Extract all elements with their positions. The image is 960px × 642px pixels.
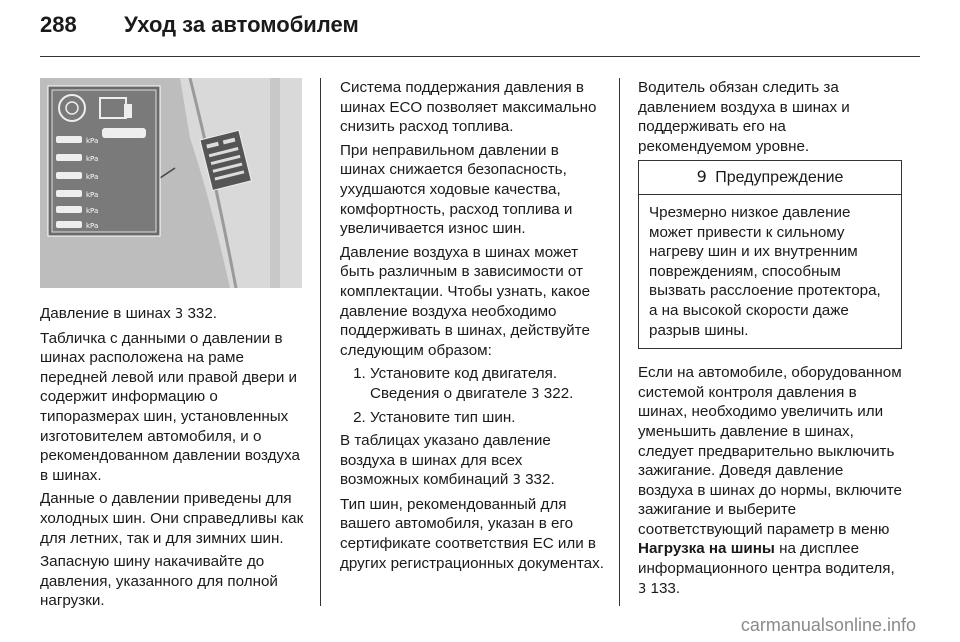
paragraph: Водитель обязан следить за давлением воздуха в шинах и поддерживать его на рекомендуемом уровне. xyxy=(638,79,850,155)
cross-ref-icon: 3 xyxy=(174,307,184,322)
paragraph: Тип шин, рекомендованный для вашего автомобиля, указан в его сертификате соответствия ЕС или в других регистрационных документах. xyxy=(340,495,604,572)
page-title: Уход за автомобилем xyxy=(124,12,359,37)
cross-ref-icon: 3 xyxy=(638,581,647,597)
column-3 xyxy=(638,78,902,603)
paragraph: Давление воздуха в шинах может быть различным в зависимости от комплектации. Чтобы узнать, какое давление воздуха необходимо поддерживать в шинах, действуйте следующим образом: xyxy=(340,243,591,359)
label-unit-5: kPa xyxy=(86,207,99,215)
cross-ref-link[interactable]: 322. xyxy=(543,384,574,402)
column-divider-2 xyxy=(619,78,620,606)
label-unit-3: kPa xyxy=(86,173,99,181)
label-unit-6: kPa xyxy=(86,222,99,230)
tire-pressure-label-photo xyxy=(40,78,302,288)
paragraph: Запасную шину накачивайте до давления, указанного для полной нагрузки. xyxy=(40,553,278,610)
tire-pressure-ref-line: Давление в шинах 3 332. xyxy=(40,305,217,322)
warning-body: Чрезмерно низкое давление может привести к сильному нагреву шин и их внутренним повреждениям, способным вызвать расслоение протектора, а на высокой скорости даже разрыв шины. xyxy=(649,203,881,339)
watermark: carmanualsonline.info xyxy=(740,615,916,635)
label-unit-4: kPa xyxy=(86,191,99,199)
steps-list xyxy=(340,364,604,427)
cross-ref-icon: 3 xyxy=(531,386,540,402)
warning-title: 9 Предупреждение xyxy=(639,161,901,195)
label-unit-1: kPa xyxy=(86,137,99,145)
menu-item-name: Нагрузка на шины xyxy=(638,540,775,558)
header-rule xyxy=(40,56,920,57)
paragraph: В таблицах указано давление воздуха в шинах для всех возможных комбинаций 3 332. xyxy=(340,432,555,489)
paragraph: Если на автомобиле, оборудованном системой контроля давления в шинах, необходимо увеличить или уменьшить давление в шинах, следует предварительно выключить зажигание. Доведя давление воздуха в шинах до нормы, включите зажигание и выберите соответствующий параметр в меню Нагрузка на шины на дисплее информационного центра водителя, 3 133. xyxy=(638,364,902,597)
paragraph: При неправильном давлении в шинах снижается безопасность, ухудшаются ходовые качества, комфортность, расход топлива и увеличивается износ шин. xyxy=(340,141,573,238)
label-unit-2: kPa xyxy=(86,155,99,163)
column-1 xyxy=(40,78,304,615)
page-number: 288 xyxy=(40,12,77,37)
warning-icon: 9 xyxy=(696,167,707,187)
column-2 xyxy=(340,78,604,577)
warning-box xyxy=(638,160,902,349)
list-item: 1. Установите код двигателя. Сведения о двигателе 3 322. xyxy=(370,364,604,404)
page-header xyxy=(40,12,359,38)
list-item: 2. Установите тип шин. xyxy=(370,408,604,428)
cross-ref-link[interactable]: 332. xyxy=(525,471,555,489)
paragraph: Система поддержания давления в шинах ECO позволяет максимально снизить расход топлива. xyxy=(340,79,597,136)
paragraph: Данные о давлении приведены для холодных шин. Они справедливы как для летних, так и для зимних шин. xyxy=(40,490,304,547)
cross-ref-link[interactable]: 332. xyxy=(187,305,217,322)
paragraph: Табличка с данными о давлении в шинах расположена на раме передней левой или правой двери и содержит информацию о типоразмерах шин, установленных изготовителем автомобиля, и о рекомендованном давлении воздуха в шинах. xyxy=(40,329,301,484)
column-divider-1 xyxy=(320,78,321,606)
cross-ref-link[interactable]: 133. xyxy=(650,579,681,597)
cross-ref-icon: 3 xyxy=(512,473,521,489)
